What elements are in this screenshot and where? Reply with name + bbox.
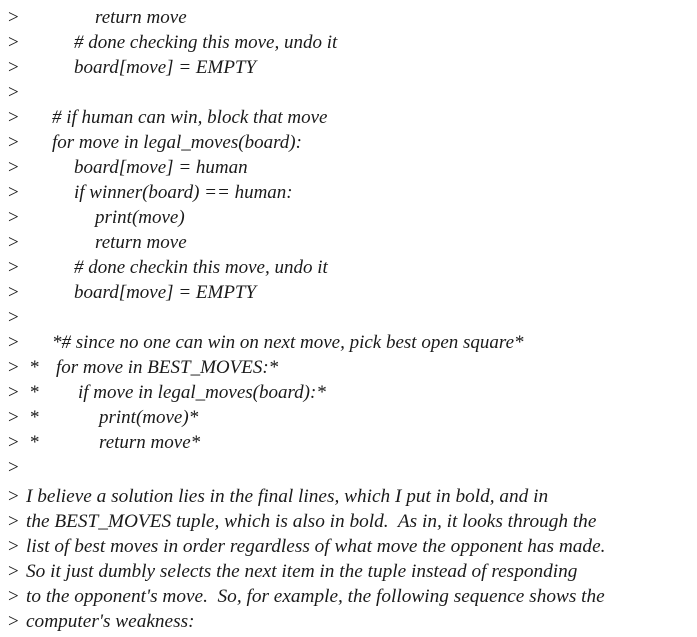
- code-text: if winner(board) == human:: [74, 182, 293, 203]
- code-text: *# since no one can win on next move, pick best open square*: [52, 332, 524, 353]
- quote-marker: >: [8, 32, 19, 53]
- code-text: # done checkin this move, undo it: [74, 257, 328, 278]
- quote-marker: >: [8, 486, 19, 507]
- prose-text: I believe a solution lies in the final lines, which I put in bold, and in: [26, 486, 549, 507]
- prose-text: to the opponent's move. So, for example, the following sequence shows the: [26, 586, 605, 607]
- code-text: for move in legal_moves(board):: [52, 132, 302, 153]
- quote-marker: >: [8, 357, 19, 378]
- quote-marker: >: [8, 586, 19, 607]
- bold-marker-asterisk: *: [30, 407, 40, 428]
- code-text: # done checking this move, undo it: [74, 32, 338, 53]
- prose-text: So it just dumbly selects the next item in the tuple instead of responding: [26, 561, 578, 582]
- quote-marker: >: [8, 282, 19, 303]
- bold-marker-asterisk: *: [30, 382, 40, 403]
- code-text: if move in legal_moves(board):*: [78, 382, 326, 403]
- quote-marker: >: [8, 257, 19, 278]
- quote-marker: >: [8, 307, 19, 328]
- quote-marker: >: [8, 382, 19, 403]
- quote-marker: >: [8, 407, 19, 428]
- quote-marker: >: [8, 57, 19, 78]
- quote-marker: >: [8, 561, 19, 582]
- prose-text: computer's weakness:: [26, 611, 195, 632]
- quote-marker: >: [8, 536, 19, 557]
- quote-marker: >: [8, 132, 19, 153]
- quote-marker: >: [8, 432, 19, 453]
- code-text: return move*: [99, 432, 201, 453]
- quote-marker: >: [8, 7, 19, 28]
- bold-marker-asterisk: *: [30, 432, 40, 453]
- prose-text: list of best moves in order regardless of what move the opponent has made.: [26, 536, 606, 557]
- bold-marker-asterisk: *: [30, 357, 40, 378]
- code-text: print(move): [95, 207, 185, 228]
- prose-text: the BEST_MOVES tuple, which is also in bold. As in, it looks through the: [26, 511, 597, 532]
- quote-marker: >: [8, 611, 19, 632]
- quote-marker: >: [8, 157, 19, 178]
- quote-marker: >: [8, 182, 19, 203]
- quote-marker: >: [8, 207, 19, 228]
- quote-marker: >: [8, 332, 19, 353]
- quote-marker: >: [8, 82, 19, 103]
- code-text: return move: [95, 232, 187, 253]
- code-text: board[move] = EMPTY: [74, 282, 257, 303]
- code-text: board[move] = human: [74, 157, 248, 178]
- code-text: print(move)*: [99, 407, 199, 428]
- quote-marker: >: [8, 511, 19, 532]
- quote-marker: >: [8, 107, 19, 128]
- quote-marker: >: [8, 457, 19, 478]
- code-text: for move in BEST_MOVES:*: [56, 357, 279, 378]
- code-text: board[move] = EMPTY: [74, 57, 257, 78]
- code-text: # if human can win, block that move: [52, 107, 328, 128]
- quote-marker: >: [8, 232, 19, 253]
- code-text: return move: [95, 7, 187, 28]
